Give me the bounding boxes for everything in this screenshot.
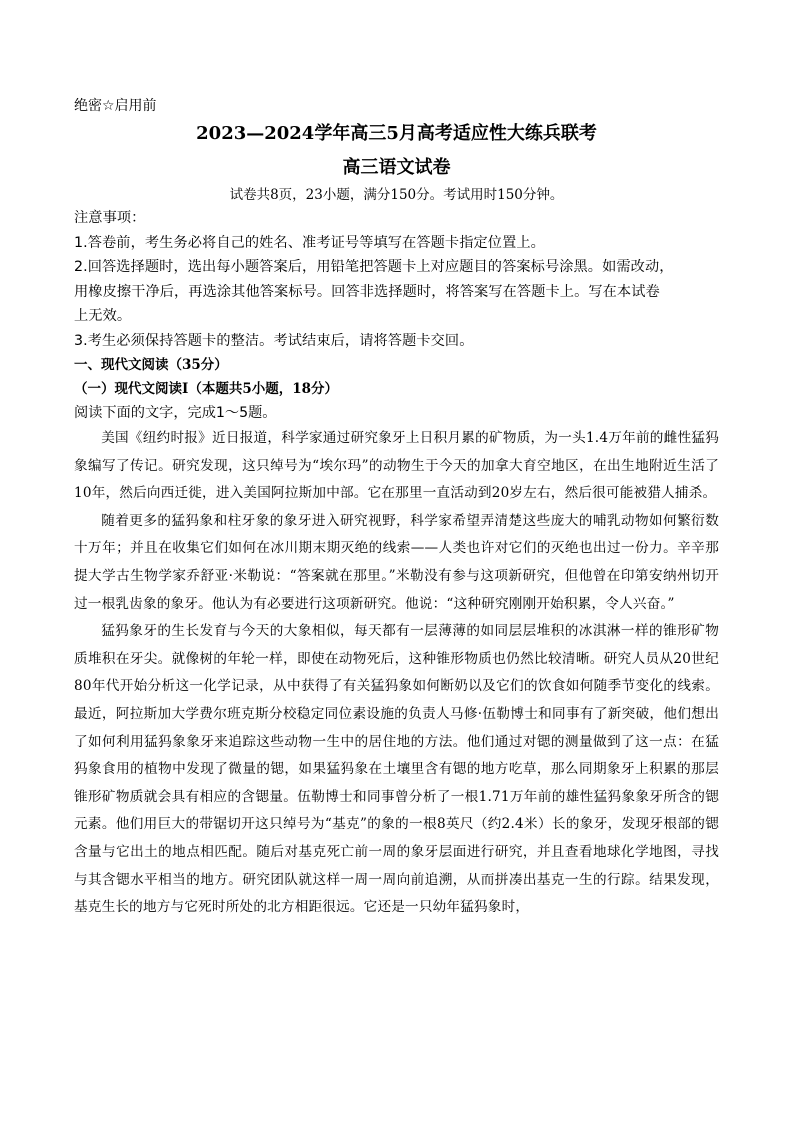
notice-label: 注意事项： [74,210,146,226]
notice-line: 用橡皮擦干净后，再选涂其他答案标号。回答非选择题时，将答案写在答题卡上。写在本试卷 [74,283,660,300]
notice-line: 2.回答选择题时，选出每小题答案后，用铅笔把答题卡上对应题目的答案标号涂黑。如需改动， [74,259,674,275]
exam-title: 2023—2024学年高三5月高考适应性大练兵联考 [196,123,597,144]
exam-info: 试卷共8页，23小题，满分150分。考试用时150分钟。 [229,187,564,203]
notice-block [74,206,719,353]
article-paragraph: 随着更多的猛犸象和柱牙象的象牙进入研究视野，科学家希望弄清楚这些庞大的哺乳动物如何繁衍数十万年；并且在收集它们如何在冰川期末期灭绝的线索——人类也许对它们的灭绝也出过一份力。辛辛那提大学古生物学家乔舒亚·米勒说：“答案就在那里。”米勒没有参与这项新研究，但他曾在印第安纳州切开过一根乳齿象的象牙。他认为有必要进行这项新研究。他说：“这种研究刚刚开始积累，令人兴奋。” [74,512,719,612]
notice-line: 3.考生必须保持答题卡的整洁。考试结束后，请将答题卡交回。 [74,332,474,349]
notice-line: 上无效。 [74,308,132,324]
exam-subtitle: 高三语文试卷 [342,157,451,178]
reading-article [74,425,719,922]
confidential-label: 绝密☆启用前 [74,98,157,114]
section-heading: 一、现代文阅读（35分） [74,357,228,373]
article-paragraph: 猛犸象牙的生长发育与今天的大象相似，每天都有一层薄薄的如同层层堆积的冰淇淋一样的锥形矿物质堆积在牙尖。就像树的年轮一样，即使在动物死后，这种锥形物质也仍然比较清晰。研究人员从20世纪80年代开始分析这一化学记录，从中获得了有关猛犸象如何断奶以及它们的饮食如何随季节变化的线索。最近，阿拉斯加大学费尔班克斯分校稳定同位素设施的负责人马修·伍勒博士和同事有了新突破，他们想出了如何利用猛犸象象牙来追踪这些动物一生中的居住地的方法。他们通过对锶的测量做到了这一点：在猛犸象食用的植物中发现了微量的锶，如果猛犸象在土壤里含有锶的地方吃草，那么同期象牙上积累的那层锥形矿物质就会具有相应的含锶量。伍勒博士和同事曾分析了一根1.71万年前的雄性猛犸象象牙所含的锶元素。他们用巨大的带锯切开这只绰号为“基克”的象的一根8英尺（约2.4米）长的象牙，发现牙根部的锶含量与它出土的地点相匹配。随后对基克死亡前一周的象牙层面进行研究，并且查看地球化学地图，寻找与其含锶水平相当的地方。研究团队就这样一周一周向前追溯，从而拼凑出基克一生的行踪。结果发现，基克生长的地方与它死时所处的北方相距很远。它还是一只幼年猛犸象时， [74,623,719,916]
reading-instruction: 阅读下面的文字，完成1～5题。 [74,405,277,421]
exam-page [74,96,719,922]
subsection-heading: （一）现代文阅读Ⅰ（本题共5小题，18分） [74,381,338,397]
notice-line: 1.答卷前，考生务必将自己的姓名、准考证号等填写在答题卡指定位置上。 [74,234,545,251]
article-paragraph: 美国《纽约时报》近日报道，科学家通过研究象牙上日积月累的矿物质，为一头1.4万年前的雌性猛犸象编写了传记。研究发现，这只绰号为“埃尔玛”的动物生于今天的加拿大育空地区，在出生地附近生活了10年，然后向西迁徙，进入美国阿拉斯加中部。它在那里一直活动到20岁左右，然后很可能被猎人捕杀。 [74,430,719,502]
